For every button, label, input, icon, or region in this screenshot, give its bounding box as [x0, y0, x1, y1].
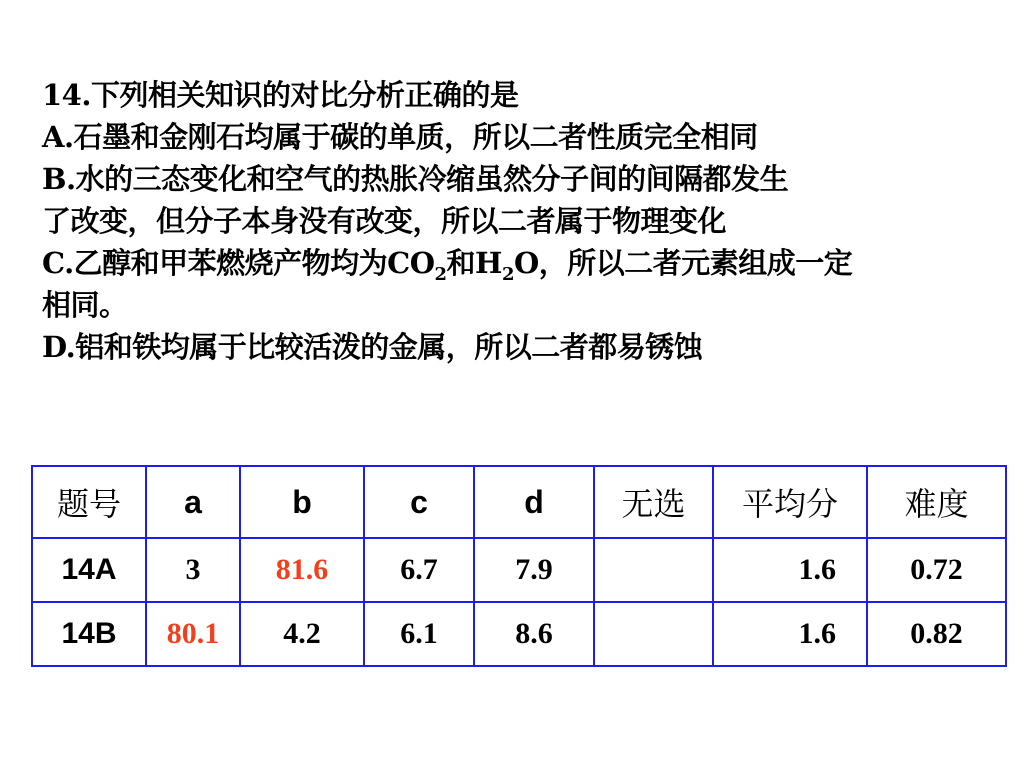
cell-c: 6.7 — [364, 538, 474, 602]
option-c-subscript-2: 2 — [501, 263, 514, 285]
header-difficulty: 难度 — [867, 466, 1006, 538]
cell-average-score: 1.6 — [713, 602, 867, 666]
question-block — [42, 74, 982, 368]
cell-a-highlight: 80.1 — [146, 602, 240, 666]
cell-c: 6.1 — [364, 602, 474, 666]
cell-no-choice — [594, 602, 713, 666]
cell-no-choice — [594, 538, 713, 602]
option-a: A.石墨和金刚石均属于碳的单质，所以二者性质完全相同 — [42, 120, 758, 154]
option-c-text-2: 和H — [446, 246, 502, 280]
cell-d: 8.6 — [474, 602, 594, 666]
cell-b: 4.2 — [240, 602, 364, 666]
header-question-number: 题号 — [32, 466, 146, 538]
stats-table — [31, 465, 1007, 667]
cell-average-score: 1.6 — [713, 538, 867, 602]
row-label: 14A — [32, 538, 146, 602]
table-row — [32, 538, 1006, 602]
option-c-line-2: 相同。 — [42, 288, 128, 322]
table-header-row — [32, 466, 1006, 538]
header-option-c: c — [364, 466, 474, 538]
cell-a: 3 — [146, 538, 240, 602]
header-option-a: a — [146, 466, 240, 538]
option-c-line-1 — [42, 242, 982, 284]
header-no-choice: 无选 — [594, 466, 713, 538]
header-option-b: b — [240, 466, 364, 538]
option-c-text-3: O，所以二者元素组成一定 — [513, 246, 853, 280]
cell-difficulty: 0.72 — [867, 538, 1006, 602]
row-label: 14B — [32, 602, 146, 666]
option-c-subscript-1: 2 — [434, 263, 447, 285]
cell-d: 7.9 — [474, 538, 594, 602]
header-average-score: 平均分 — [713, 466, 867, 538]
header-option-d: d — [474, 466, 594, 538]
option-b-line-2: 了改变，但分子本身没有改变，所以二者属于物理变化 — [42, 204, 727, 238]
question-stem: 14.下列相关知识的对比分析正确的是 — [42, 78, 519, 112]
option-c-text-1: C.乙醇和甲苯燃烧产物均为CO — [42, 246, 435, 280]
cell-difficulty: 0.82 — [867, 602, 1006, 666]
cell-b-highlight: 81.6 — [240, 538, 364, 602]
option-d: D.铝和铁均属于比较活泼的金属，所以二者都易锈蚀 — [42, 330, 703, 364]
table-row — [32, 602, 1006, 666]
option-b-line-1: B.水的三态变化和空气的热胀冷缩虽然分子间的间隔都发生 — [42, 162, 789, 196]
